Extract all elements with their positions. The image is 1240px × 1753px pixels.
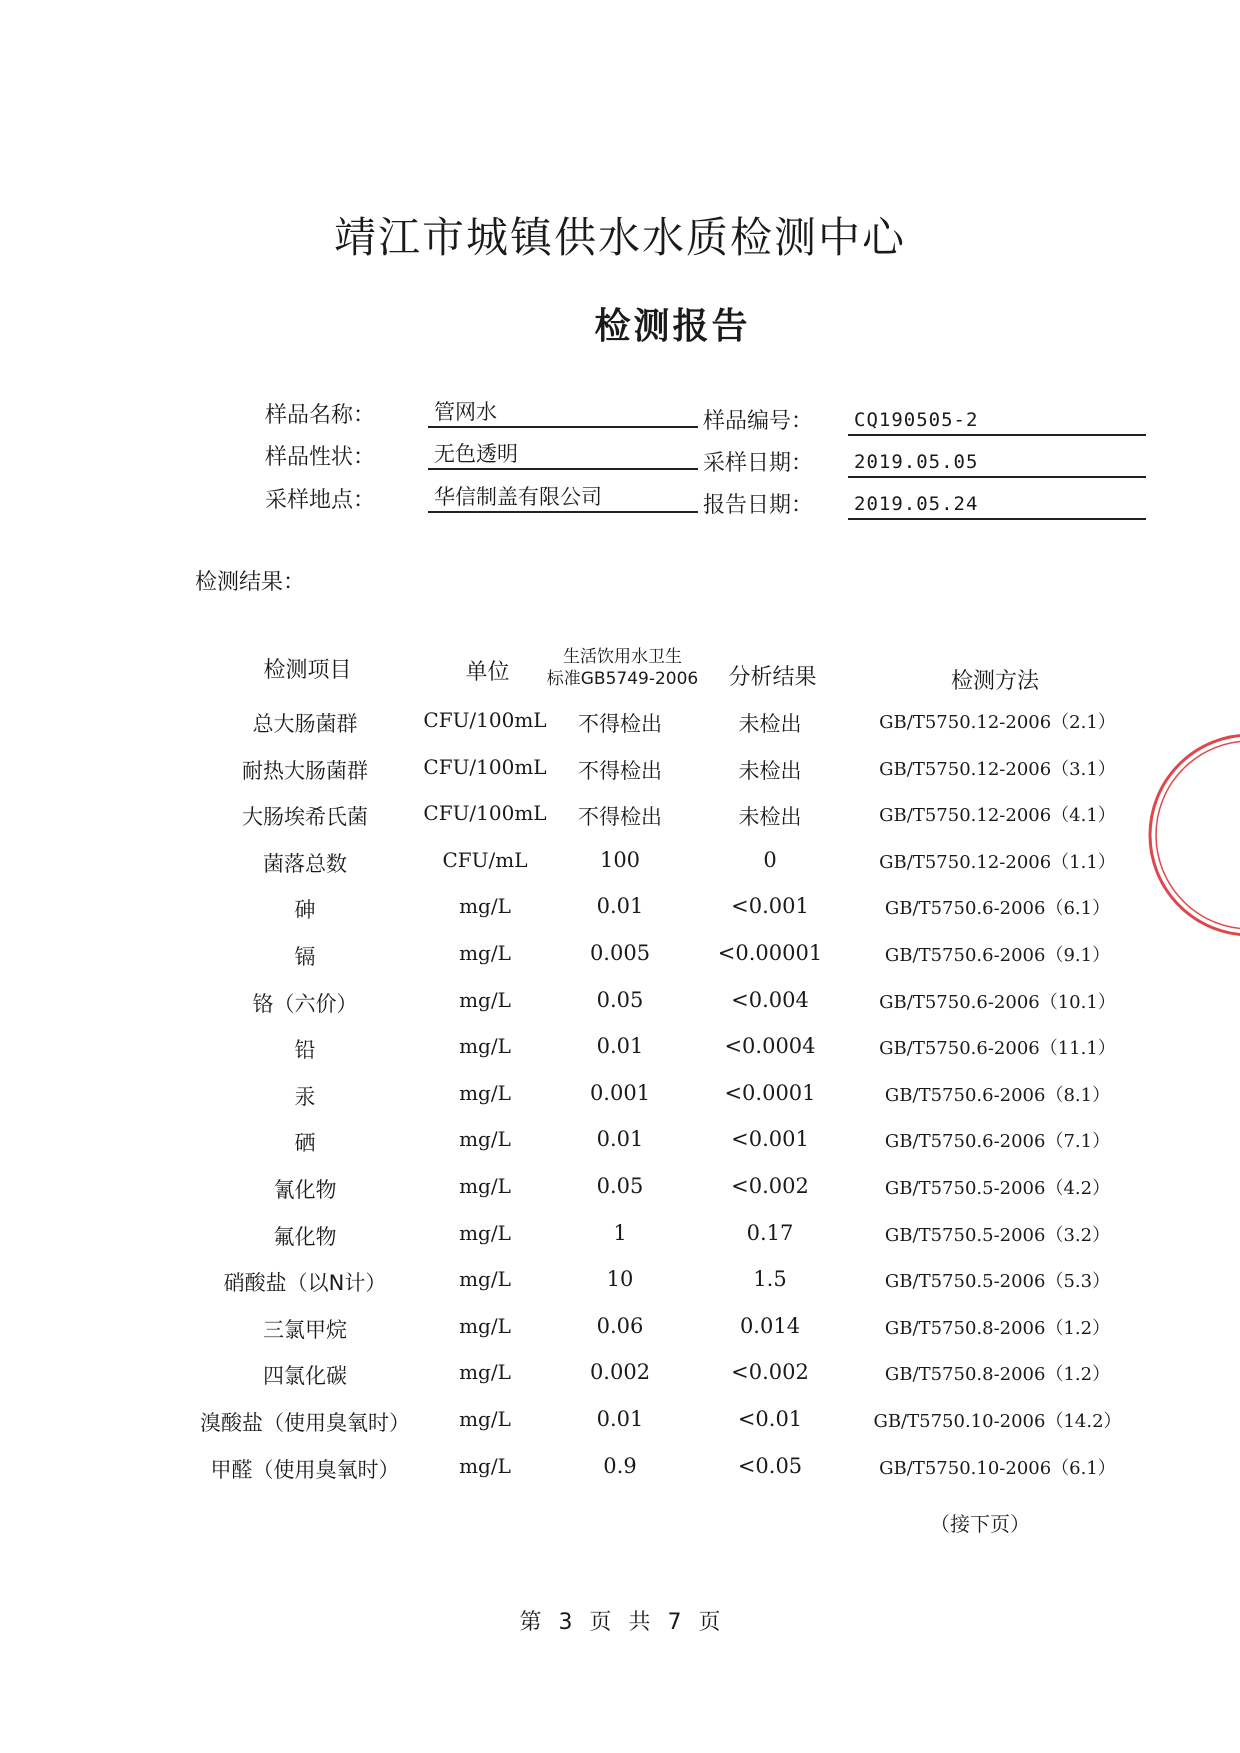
unit-cell: CFU/mL — [442, 847, 528, 872]
table-row — [0, 1034, 1240, 1078]
sample-number-value: CQ190505-2 — [848, 406, 1146, 436]
method-cell: GB/T5750.8-2006（1.2） — [884, 1317, 1111, 1339]
method-cell: GB/T5750.12-2006（4.1） — [879, 805, 1116, 827]
page-number: 第 3 页 共 7 页 — [519, 1610, 721, 1635]
item-cell: 四氯化碳 — [263, 1364, 347, 1389]
unit-cell: mg/L — [459, 1034, 511, 1059]
unit-cell: mg/L — [459, 1174, 511, 1198]
unit-cell: mg/L — [459, 1220, 511, 1245]
item-cell: 镉 — [294, 945, 316, 969]
sample-state-value: 无色透明 — [428, 440, 698, 470]
item-cell: 硒 — [294, 1131, 316, 1156]
unit-cell: mg/L — [459, 941, 511, 965]
unit-cell: CFU/100mL — [423, 708, 547, 732]
sample-name-value: 管网水 — [428, 398, 698, 428]
standard-cell: 10 — [606, 1267, 634, 1292]
result-cell: <0.0001 — [724, 1080, 816, 1105]
official-seal — [1130, 720, 1240, 950]
method-cell: GB/T5750.6-2006（10.1） — [879, 991, 1116, 1013]
result-cell: <0.05 — [737, 1453, 803, 1478]
sample-state-label: 样品性状： — [265, 445, 376, 470]
standard-cell: 1 — [613, 1220, 627, 1245]
item-cell: 氰化物 — [273, 1178, 337, 1202]
result-cell: 0.014 — [739, 1313, 801, 1338]
item-cell: 氟化物 — [273, 1224, 337, 1249]
unit-cell: mg/L — [459, 1407, 511, 1431]
item-cell: 耐热大肠菌群 — [242, 758, 368, 783]
table-row — [0, 708, 1240, 752]
standard-cell: 0.01 — [596, 894, 644, 919]
standard-cell: 0.002 — [589, 1360, 651, 1385]
method-cell: GB/T5750.12-2006（1.1） — [879, 851, 1116, 873]
standard-cell: 0.001 — [589, 1080, 651, 1105]
unit-cell: mg/L — [459, 1453, 511, 1478]
method-cell: GB/T5750.6-2006（7.1） — [884, 1131, 1111, 1153]
continue-note: （接下页） — [930, 1512, 1030, 1536]
table-row — [0, 1267, 1240, 1311]
table-row — [0, 1174, 1240, 1218]
unit-cell: mg/L — [459, 894, 511, 919]
report-date-value: 2019.05.24 — [848, 490, 1146, 520]
header-item: 检测项目 — [263, 658, 352, 683]
result-cell: <0.001 — [731, 894, 809, 919]
standard-cell: 不得检出 — [578, 758, 662, 783]
unit-cell: mg/L — [459, 1127, 511, 1152]
header-standard-line2: 标准GB5749-2006 — [546, 669, 699, 689]
table-row — [0, 1360, 1240, 1404]
standard-cell: 0.01 — [596, 1407, 644, 1431]
item-cell: 砷 — [294, 898, 316, 923]
table-row — [0, 1127, 1240, 1171]
standard-cell: 0.01 — [596, 1034, 644, 1059]
table-row — [0, 941, 1240, 985]
result-cell: <0.0004 — [724, 1034, 816, 1059]
unit-cell: mg/L — [459, 987, 511, 1012]
result-cell: 1.5 — [753, 1267, 787, 1292]
sampling-location-label: 采样地点： — [265, 488, 376, 513]
table-row — [0, 1407, 1240, 1451]
table-row — [0, 1454, 1240, 1498]
results-label: 检测结果： — [195, 570, 306, 595]
item-cell: 大肠埃希氏菌 — [242, 805, 368, 830]
method-cell: GB/T5750.8-2006（1.2） — [884, 1364, 1111, 1386]
table-row — [0, 801, 1240, 845]
result-cell: 未检出 — [738, 758, 802, 783]
header-unit: 单位 — [465, 660, 510, 685]
item-cell: 铅 — [294, 1038, 316, 1063]
result-cell: 未检出 — [738, 805, 802, 830]
method-cell: GB/T5750.12-2006（3.1） — [879, 758, 1116, 780]
method-cell: GB/T5750.12-2006（2.1） — [879, 712, 1116, 733]
header-standard — [540, 646, 705, 690]
result-cell: <0.004 — [731, 987, 809, 1012]
standard-cell: 0.01 — [596, 1127, 644, 1152]
method-cell: GB/T5750.6-2006（11.1） — [879, 1038, 1116, 1060]
method-cell: GB/T5750.10-2006（6.1） — [879, 1457, 1116, 1479]
result-cell: 未检出 — [738, 712, 802, 736]
item-cell: 菌落总数 — [263, 851, 347, 876]
standard-cell: 0.06 — [596, 1313, 644, 1338]
standard-cell: 不得检出 — [578, 712, 662, 736]
header-standard-line1: 生活饮用水卫生 — [563, 647, 682, 667]
table-row — [0, 894, 1240, 938]
sampling-date-value: 2019.05.05 — [848, 448, 1146, 478]
result-cell: <0.001 — [731, 1127, 809, 1152]
item-cell: 三氯甲烷 — [263, 1317, 347, 1342]
method-cell: GB/T5750.5-2006（5.3） — [884, 1271, 1111, 1293]
unit-cell: CFU/100mL — [423, 754, 547, 779]
unit-cell: mg/L — [459, 1267, 511, 1292]
standard-cell: 100 — [599, 847, 641, 872]
method-cell: GB/T5750.6-2006（8.1） — [884, 1084, 1111, 1106]
item-cell: 汞 — [294, 1084, 316, 1109]
result-cell: <0.002 — [731, 1360, 809, 1385]
unit-cell: mg/L — [459, 1080, 511, 1105]
sampling-date-label: 采样日期： — [703, 451, 814, 476]
method-cell: GB/T5750.5-2006（4.2） — [884, 1178, 1111, 1199]
table-row — [0, 1314, 1240, 1358]
header-method: 检测方法 — [950, 669, 1039, 694]
result-cell: <0.01 — [737, 1407, 803, 1431]
standard-cell: 0.05 — [596, 987, 644, 1012]
method-cell: GB/T5750.5-2006（3.2） — [884, 1224, 1111, 1246]
method-cell: GB/T5750.6-2006（6.1） — [884, 898, 1111, 920]
table-row — [0, 848, 1240, 892]
method-cell: GB/T5750.6-2006（9.1） — [884, 945, 1111, 966]
standard-cell: 0.005 — [589, 941, 651, 965]
table-row — [0, 755, 1240, 799]
standard-cell: 不得检出 — [578, 805, 662, 830]
unit-cell: CFU/100mL — [423, 801, 547, 826]
result-cell: 0 — [763, 847, 777, 872]
header-result: 分析结果 — [728, 665, 817, 690]
result-cell: <0.00001 — [717, 941, 823, 965]
item-cell: 溴酸盐（使用臭氧时） — [200, 1411, 410, 1435]
report-date-label: 报告日期： — [703, 493, 814, 518]
result-cell: <0.002 — [731, 1174, 809, 1198]
sampling-location-value: 华信制盖有限公司 — [428, 483, 698, 513]
item-cell: 总大肠菌群 — [252, 712, 358, 736]
result-cell: 0.17 — [746, 1220, 794, 1245]
report-title: 检测报告 — [594, 306, 751, 347]
standard-cell: 0.05 — [596, 1174, 644, 1198]
item-cell: 甲醛（使用臭氧时） — [210, 1457, 400, 1482]
table-row — [0, 1081, 1240, 1125]
item-cell: 硝酸盐（以N计） — [223, 1271, 387, 1296]
item-cell: 铬（六价） — [252, 991, 358, 1016]
table-row — [0, 1221, 1240, 1265]
table-row — [0, 988, 1240, 1032]
standard-cell: 0.9 — [603, 1453, 637, 1478]
method-cell: GB/T5750.10-2006（14.2） — [873, 1411, 1122, 1432]
sample-number-label: 样品编号： — [703, 409, 814, 434]
sample-name-label: 样品名称： — [265, 403, 376, 428]
unit-cell: mg/L — [459, 1313, 511, 1338]
unit-cell: mg/L — [459, 1360, 511, 1385]
organization-title: 靖江市城镇供水水质检测中心 — [333, 213, 906, 262]
